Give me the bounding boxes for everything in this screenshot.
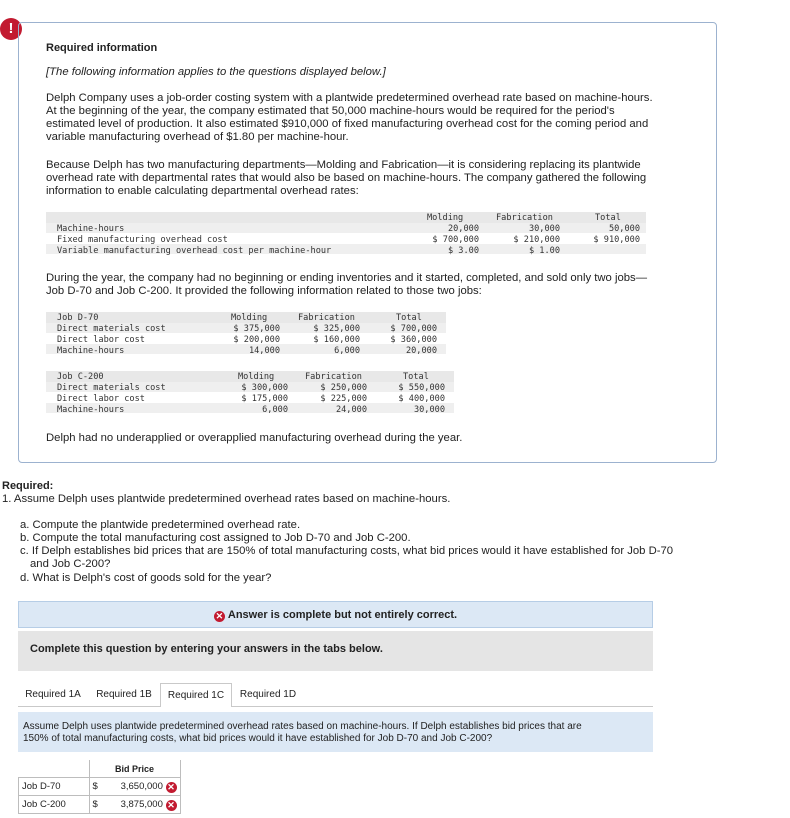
- table-row: [19, 778, 181, 796]
- info-title: Required information: [46, 42, 158, 54]
- answer-status-banner: ✕ Answer is complete but not entirely correct.: [18, 601, 653, 628]
- info-subtitle: [The following information applies to the questions displayed below.]: [46, 66, 386, 78]
- row-label: Job D-70: [19, 778, 90, 796]
- required-c-cont: and Job C-200?: [30, 558, 111, 570]
- tab-required-1a[interactable]: Required 1A: [18, 683, 88, 707]
- paragraph-2: Because Delph has two manufacturing departments—Molding and Fabrication—it is considering replacing its plantwide overhead rate with departmental rates that would also be based on machine-hours. The company gathered the following information to enable calculating departmental overhead rates:: [46, 159, 647, 197]
- required-c: c. If Delph establishes bid prices that are 150% of total manufacturing costs, what bid prices would it have established for Job D-70: [20, 545, 674, 557]
- error-x-icon: ✕: [215, 611, 224, 621]
- incorrect-x-icon: ✕: [167, 781, 175, 792]
- required-item-1: 1. Assume Delph uses plantwide predetermined overhead rates based on machine-hours.: [2, 493, 451, 505]
- answer-table: [18, 760, 181, 814]
- bid-price-header: Bid Price: [89, 760, 180, 778]
- required-b: b. Compute the total manufacturing cost assigned to Job D-70 and Job C-200.: [20, 532, 411, 544]
- tab-required-1b[interactable]: Required 1B: [88, 683, 160, 707]
- paragraph-1: Delph Company uses a job-order costing system with a plantwide predetermined overhead rate based on machine-hours. At the beginning of the year, the company estimated that 50,000 machine-hours would be required for the period's estimated level of production. It also estimated $910,000 of fixed manufacturing overhead cost for the coming period and variable manufacturing overhead of $1.80 per machine-hour.: [46, 92, 653, 143]
- paragraph-3: During the year, the company had no beginning or ending inventories and it started, completed, and sold only two jobs— Job D-70 and Job C-200. It provided the following information related to those two jobs:: [46, 272, 647, 297]
- table-row: [19, 796, 181, 814]
- alert-icon: !: [0, 18, 22, 40]
- currency-symbol: $: [89, 796, 104, 814]
- bid-price-input[interactable]: 3,650,000 ✕: [104, 778, 181, 796]
- required-d: d. What is Delph's cost of goods sold for the year?: [20, 572, 272, 584]
- required-heading: Required:: [2, 480, 54, 492]
- bid-price-input[interactable]: 3,875,000 ✕: [104, 796, 181, 814]
- tab-required-1d[interactable]: Required 1D: [232, 683, 304, 707]
- instruction-bar: Complete this question by entering your answers in the tabs below.: [18, 631, 653, 671]
- currency-symbol: $: [89, 778, 104, 796]
- incorrect-x-icon: ✕: [167, 799, 175, 810]
- tab-required-1c[interactable]: Required 1C: [160, 683, 232, 707]
- paragraph-4: Delph had no underapplied or overapplied manufacturing overhead during the year.: [46, 432, 463, 444]
- question-prompt: Assume Delph uses plantwide predetermined overhead rates based on machine-hours. If Delph establishes bid prices that are 150% of total manufacturing costs, what bid prices would it have established for Job D-70 and Job C-200?: [18, 712, 653, 752]
- required-a: a. Compute the plantwide predetermined overhead rate.: [20, 519, 301, 531]
- row-label: Job C-200: [19, 796, 90, 814]
